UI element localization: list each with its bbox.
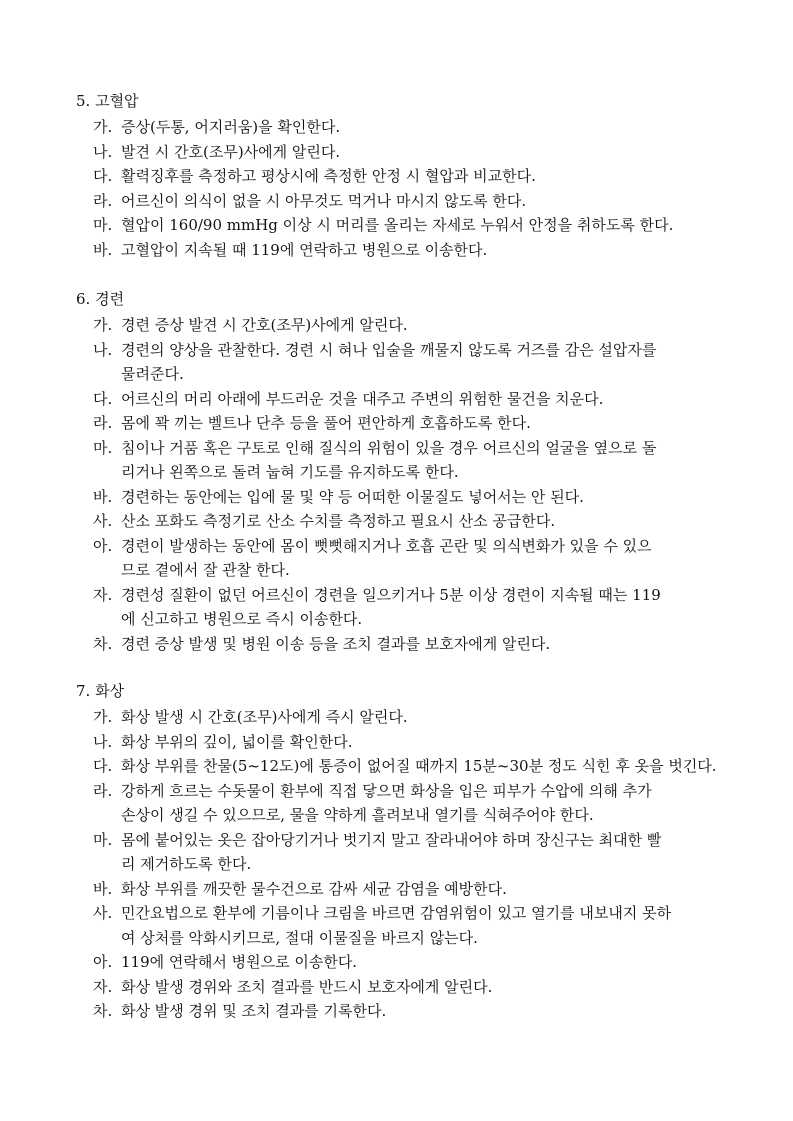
list-item [93, 953, 725, 978]
list-item [93, 241, 725, 266]
section-title: 7. 화상 [76, 682, 125, 700]
list-item-text: 민간요법으로 환부에 기름이나 크림을 바르면 감염위험이 있고 열기를 내보내지 못하 [121, 904, 672, 922]
list-item-text: 혈압이 160/90 mmHg 이상 시 머리를 올리는 자세로 누워서 안정을 취하도록 한다. [121, 216, 674, 234]
list-item-marker: 바. [93, 240, 113, 259]
list-item [93, 143, 725, 168]
list-item [93, 537, 725, 586]
list-item-marker: 나. [93, 340, 113, 359]
list-item [93, 880, 725, 905]
list-item-marker: 아. [93, 536, 113, 555]
list-item-text: 화상 부위의 깊이, 넓이를 확인한다. [121, 732, 353, 751]
list-item-marker: 라. [93, 781, 113, 800]
list-item [93, 439, 725, 488]
list-item-text: 화상 부위를 깨끗한 물수건으로 감싸 세균 감염을 예방한다. [121, 879, 507, 898]
list-item-marker: 사. [93, 512, 113, 530]
list-item-marker: 라. [93, 191, 113, 210]
list-item [93, 782, 725, 831]
section-title: 5. 고혈압 [76, 92, 139, 110]
list-item-marker: 다. [93, 389, 113, 408]
list-item-marker: 바. [93, 879, 113, 898]
list-item-text: 경련하는 동안에는 입에 물 및 약 등 어떠한 이물질도 넣어서는 안 된다. [121, 487, 584, 506]
list-item [93, 341, 725, 390]
list-item [93, 733, 725, 758]
list-item [93, 118, 725, 143]
list-item [93, 216, 725, 241]
list-item-text: 화상 발생 경위 및 조치 결과를 기록한다. [121, 1002, 387, 1020]
list-item-text: 강하게 흐르는 수돗물이 환부에 직접 닿으면 화상을 입은 피부가 수압에 의해 추가 [121, 781, 652, 800]
list-item [93, 316, 725, 341]
list-item [93, 1002, 725, 1027]
list-item-marker: 나. [93, 732, 113, 751]
list-item [93, 512, 725, 537]
list-item-text: 어르신이 의식이 없을 시 아무것도 먹거나 마시지 않도록 한다. [121, 191, 527, 210]
list-item-text: 경련 증상 발견 시 간호(조무)사에게 알린다. [121, 316, 408, 334]
list-item-marker: 차. [93, 634, 113, 653]
list-item-text: 발견 시 간호(조무)사에게 알린다. [121, 142, 341, 161]
list-item [93, 390, 725, 415]
list-item-text: 리 제거하도록 한다. [121, 855, 252, 873]
list-item [93, 167, 725, 192]
list-item-marker: 다. [93, 167, 113, 185]
list-item-marker: 아. [93, 953, 113, 971]
list-item-text: 경련이 발생하는 동안에 몸이 뻣뻣해지거나 호흡 곤란 및 의식변화가 있을 수 있으 [121, 536, 652, 555]
list-item-text: 119에 연락해서 병원으로 이송한다. [121, 953, 358, 971]
list-item-marker: 자. [93, 585, 113, 604]
list-item-text: 경련성 질환이 없던 어르신이 경련을 일으키거나 5분 이상 경련이 지속될 때는 119 [121, 585, 661, 604]
list-item [93, 904, 725, 953]
list-item-marker: 마. [93, 438, 113, 457]
list-item-text: 물려준다. [121, 365, 184, 383]
list-item-marker: 가. [93, 708, 113, 726]
list-item-text: 경련 증상 발생 및 병원 이송 등을 조치 결과를 보호자에게 알린다. [121, 634, 551, 653]
list-item [93, 708, 725, 733]
list-item [93, 635, 725, 660]
list-item-text: 므로 곁에서 잘 관찰 한다. [121, 561, 290, 579]
list-item [93, 757, 725, 782]
list-item-text: 어르신의 머리 아래에 부드러운 것을 대주고 주변의 위험한 물건을 치운다. [121, 389, 604, 408]
list-item-text: 활력징후를 측정하고 평상시에 측정한 안정 시 혈압과 비교한다. [121, 167, 536, 185]
list-item [93, 831, 725, 880]
list-item-text: 경련의 양상을 관찰한다. 경련 시 혀나 입술을 깨물지 않도록 거즈를 감은 설압자를 [121, 340, 657, 359]
list-item-marker: 자. [93, 977, 113, 996]
list-item-marker: 사. [93, 904, 113, 922]
list-item-text: 화상 부위를 찬물(5~12도)에 통증이 없어질 때까지 15분~30분 정도 식힌 후 옷을 벗긴다. [121, 757, 717, 775]
list-item-marker: 라. [93, 414, 113, 432]
list-item-text: 에 신고하고 병원으로 즉시 이송한다. [121, 610, 363, 628]
list-item-text: 화상 발생 경위와 조치 결과를 반드시 보호자에게 알린다. [121, 977, 493, 996]
list-item-text: 화상 발생 시 간호(조무)사에게 즉시 알린다. [121, 708, 408, 726]
list-item [93, 586, 725, 635]
list-item-text: 증상(두통, 어지러움)을 확인한다. [121, 118, 341, 136]
list-item-marker: 바. [93, 487, 113, 506]
list-item [93, 488, 725, 513]
list-item-marker: 마. [93, 830, 113, 849]
list-item-marker: 마. [93, 216, 113, 234]
list-item [93, 192, 725, 217]
list-item-text: 침이나 거품 혹은 구토로 인해 질식의 위험이 있을 경우 어르신의 얼굴을 옆으로 돌 [121, 438, 657, 457]
list-item-text: 고혈압이 지속될 때 119에 연락하고 병원으로 이송한다. [121, 240, 488, 259]
list-item-text: 몸에 꽉 끼는 벨트나 단추 등을 풀어 편안하게 호흡하도록 한다. [121, 414, 531, 432]
list-item-text: 몸에 붙어있는 옷은 잡아당기거나 벗기지 말고 잘라내어야 하며 장신구는 최대한 빨 [121, 830, 662, 849]
list-item-marker: 나. [93, 142, 113, 161]
list-item-text: 여 상처를 악화시키므로, 절대 이물질을 바르지 않는다. [121, 928, 478, 947]
list-item [93, 414, 725, 439]
list-item [93, 978, 725, 1003]
list-item-text: 리거나 왼쪽으로 돌려 눕혀 기도를 유지하도록 한다. [121, 463, 459, 481]
list-item-text: 손상이 생길 수 있으므로, 물을 약하게 흘려보내 열기를 식혀주어야 한다. [121, 806, 594, 824]
list-item-marker: 차. [93, 1002, 113, 1020]
section-title: 6. 경련 [76, 290, 125, 308]
list-item-marker: 가. [93, 316, 113, 334]
list-item-text: 산소 포화도 측정기로 산소 수치를 측정하고 필요시 산소 공급한다. [121, 512, 556, 530]
list-item-marker: 다. [93, 757, 113, 775]
list-item-marker: 가. [93, 118, 113, 136]
